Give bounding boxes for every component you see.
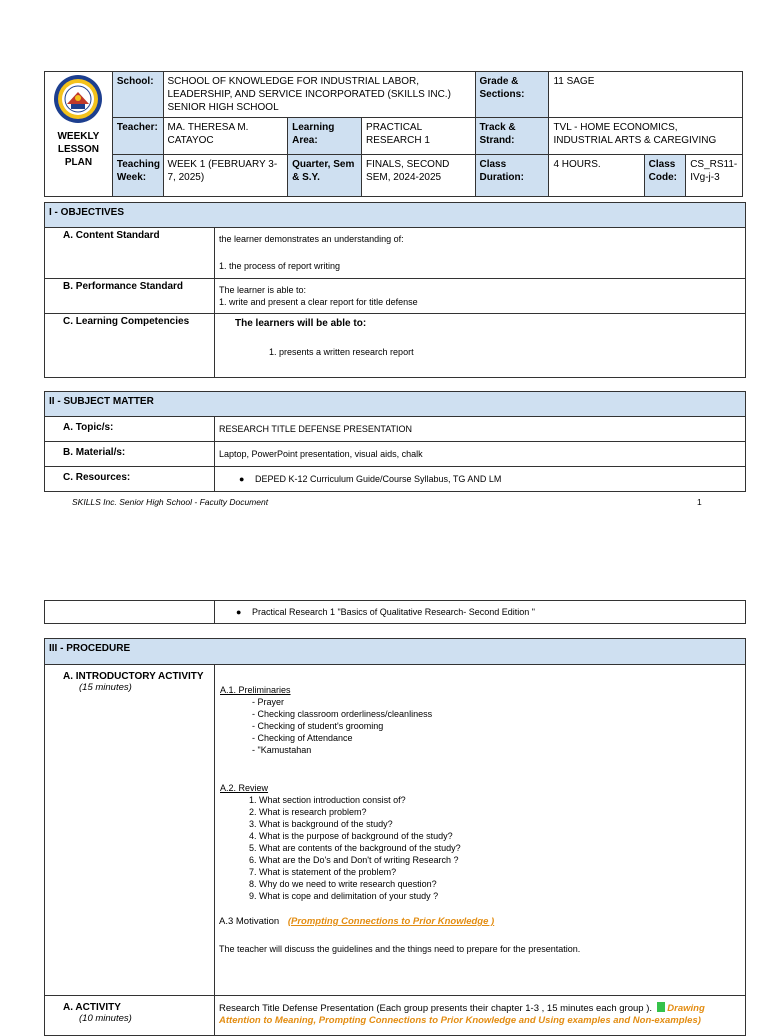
review-item: 3. What is background of the study? — [249, 819, 393, 829]
quarter-label: Quarter, Sem & S.Y. — [288, 155, 362, 197]
logo-cell — [45, 72, 113, 197]
learning-area-label: Learning Area: — [288, 118, 362, 155]
resources-label: C. Resources: — [45, 467, 215, 492]
intro-activity-label: A. INTRODUCTORY ACTIVITY — [63, 671, 204, 682]
intro-activity-time: (15 minutes) — [79, 682, 132, 693]
prelim-item: - "Kamustahan — [252, 745, 312, 755]
performance-intro: The learner is able to: — [219, 285, 307, 295]
review-item: 6. What are the Do's and Don't of writing Research ? — [249, 855, 459, 865]
class-duration-label: Class Duration: — [475, 155, 549, 197]
performance-standard-label: B. Performance Standard — [45, 279, 215, 314]
review-item: 2. What is research problem? — [249, 807, 367, 817]
school-value: SCHOOL OF KNOWLEDGE FOR INDUSTRIAL LABOR, LEADERSHIP, AND SERVICE INCORPORATED (SKILLS INC.) SENIOR HIGH SCHOOL — [163, 72, 475, 118]
class-code-value: CS_RS11-IVg-j-3 — [686, 155, 743, 197]
topic-label: A. Topic/s: — [45, 417, 215, 442]
motivation-strategy: (Prompting Connections to Prior Knowledge ) — [287, 916, 495, 927]
review-title: A.2. Review — [220, 783, 269, 793]
procedure-section — [44, 638, 746, 1036]
highlight-marker — [657, 1002, 665, 1012]
track-label: Track & Strand: — [475, 118, 549, 155]
competencies-intro: The learners will be able to: — [235, 318, 367, 329]
competencies-item: 1. presents a written research report — [269, 347, 414, 357]
activity-strategy: Drawing Attention to Meaning, Prompting Connections to Prior Knowledge and Using examples and Non-examples) — [219, 1003, 705, 1026]
motivation-text: The teacher will discuss the guidelines and the things need to prepare for the presentation. — [219, 944, 581, 954]
subject-matter-section — [44, 391, 746, 492]
quarter-value: FINALS, SECOND SEM, 2024-2025 — [362, 155, 475, 197]
activity-time: (10 minutes) — [79, 1013, 132, 1024]
content-standard-intro: the learner demonstrates an understanding of: — [219, 234, 404, 244]
review-item: 1. What section introduction consist of? — [249, 795, 406, 805]
bullet-icon: ● — [239, 474, 245, 484]
activity-label: A. ACTIVITY — [63, 1002, 121, 1013]
school-seal-logo — [53, 74, 103, 124]
resource-1: DEPED K-12 Curriculum Guide/Course Syllabus, TG AND LM — [254, 474, 502, 484]
procedure-title: III - PROCEDURE — [45, 639, 746, 665]
page-number: 1 — [697, 497, 702, 507]
resources-continued — [44, 600, 746, 624]
objectives-title: I - OBJECTIVES — [45, 203, 746, 228]
prelim-item: - Checking classroom orderliness/cleanliness — [252, 709, 433, 719]
teacher-label: Teacher: — [112, 118, 163, 155]
lesson-plan-header — [44, 71, 743, 197]
class-duration-value: 4 HOURS. — [549, 155, 644, 197]
school-label: School: — [112, 72, 163, 118]
preliminaries-title: A.1. Preliminaries — [220, 685, 291, 695]
teaching-week-label: Teaching Week: — [112, 155, 163, 197]
footer-text: SKILLS Inc. Senior High School - Faculty Document — [72, 497, 269, 507]
bullet-icon: ● — [236, 607, 242, 617]
prelim-item: - Checking of Attendance — [252, 733, 353, 743]
content-standard-item: 1. the process of report writing — [219, 261, 341, 271]
topic-value: RESEARCH TITLE DEFENSE PRESENTATION — [215, 417, 746, 442]
review-item: 7. What is statement of the problem? — [249, 867, 397, 877]
competencies-label: C. Learning Competencies — [45, 314, 215, 378]
grade-label: Grade & Sections: — [475, 72, 549, 118]
motivation-label: A.3 Motivation — [219, 916, 280, 927]
objectives-section — [44, 202, 746, 378]
resource-2: Practical Research 1 "Basics of Qualitative Research- Second Edition " — [251, 607, 535, 617]
material-label: B. Material/s: — [45, 442, 215, 467]
teaching-week-value: WEEK 1 (FEBRUARY 3-7, 2025) — [163, 155, 288, 197]
activity-text: Research Title Defense Presentation (Each group presents their chapter 1-3 , 15 minutes each group ). — [219, 1003, 653, 1014]
prelim-item: - Checking of student's grooming — [252, 721, 384, 731]
teacher-value: MA. THERESA M. CATAYOC — [163, 118, 288, 155]
material-value: Laptop, PowerPoint presentation, visual aids, chalk — [215, 442, 746, 467]
performance-item: 1. write and present a clear report for title defense — [219, 297, 418, 307]
grade-value: 11 SAGE — [549, 72, 743, 118]
subject-matter-title: II - SUBJECT MATTER — [45, 392, 746, 417]
track-value: TVL - HOME ECONOMICS, INDUSTRIAL ARTS & CAREGIVING — [549, 118, 743, 155]
content-standard-label: A. Content Standard — [45, 228, 215, 279]
class-code-label: Class Code: — [644, 155, 686, 197]
prelim-item: - Prayer — [252, 697, 285, 707]
review-item: 4. What is the purpose of background of the study? — [249, 831, 453, 841]
review-item: 8. Why do we need to write research question? — [249, 879, 437, 889]
review-item: 5. What are contents of the background of the study? — [249, 843, 461, 853]
learning-area-value: PRACTICAL RESEARCH 1 — [362, 118, 475, 155]
weekly-lesson-plan-title: WEEKLY LESSON PLAN — [57, 131, 100, 168]
review-item: 9. What is cope and delimitation of your study ? — [249, 891, 439, 901]
